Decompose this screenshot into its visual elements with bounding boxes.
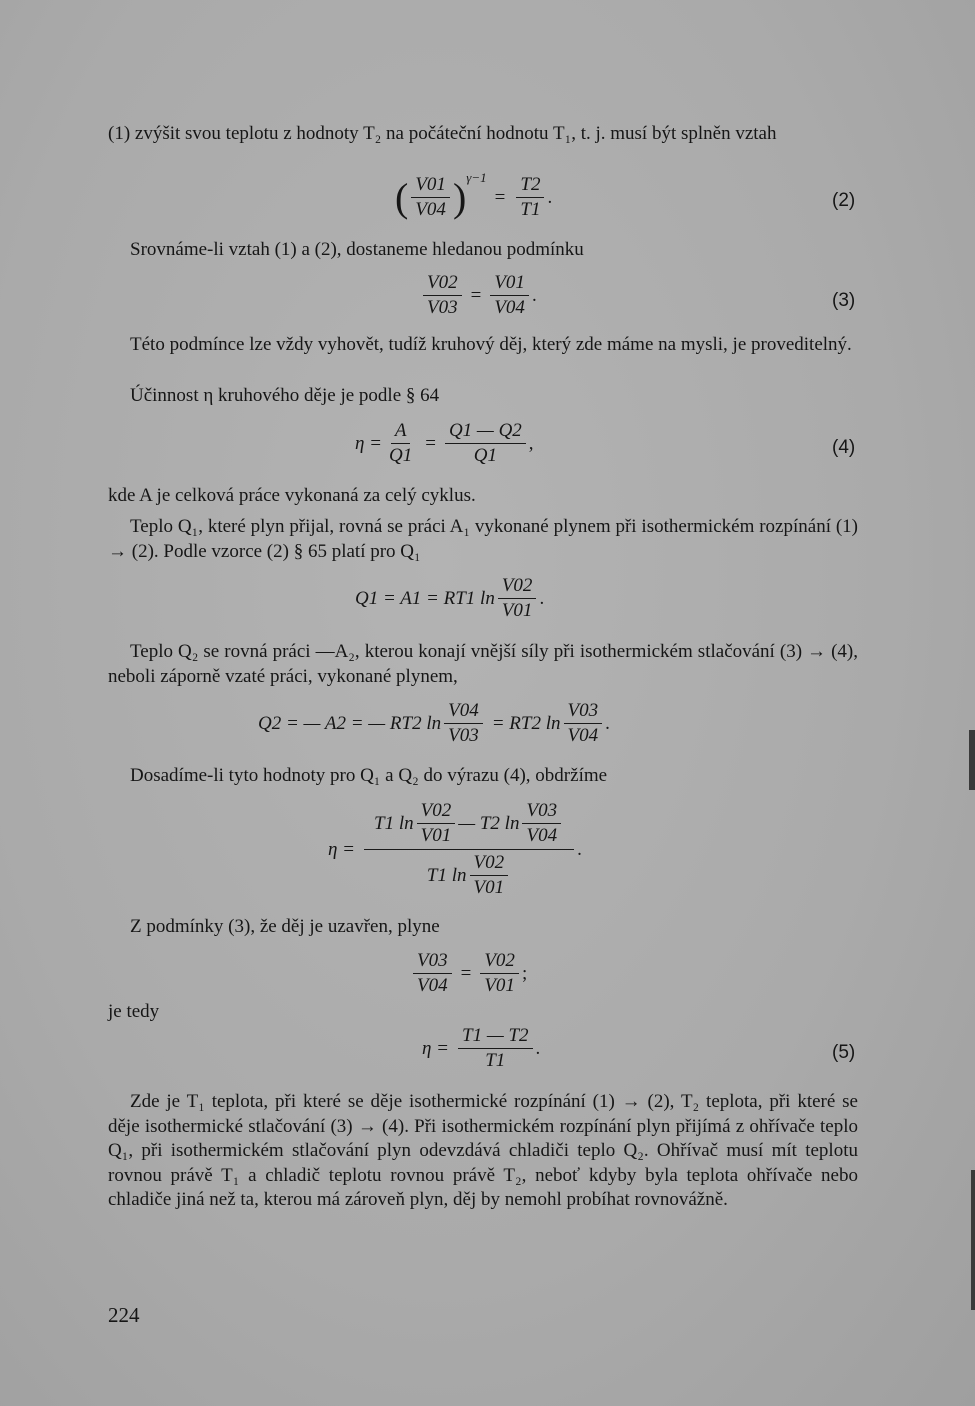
- left-paren: (: [395, 174, 409, 220]
- paragraph-10: je tedy: [108, 1001, 160, 1022]
- paragraph-6: Teplo Q₁, které plyn přijal, rovná se práci A₁ vykonané plynem při isothermickém rozpínání (1) → (2). Podle vzorce (2) § 65 platí pro Q₁: [108, 516, 858, 562]
- paragraph-4: Účinnost η kruhového děje je podle § 64: [130, 385, 440, 406]
- right-paren: ): [452, 174, 467, 220]
- fraction: $\frac{T2}{T1}$: [516, 174, 544, 221]
- scan-edge-mark: [969, 730, 975, 790]
- equation-number: (5): [832, 1042, 856, 1063]
- equation-2: ( $\frac{V01}{V04}$ ) γ−1 = $\frac{T2}{T1}$ .: [395, 170, 553, 220]
- paragraph-8: Dosadíme-li tyto hodnoty pro Q₁ a Q₂ do výrazu (4), obdržíme: [130, 765, 608, 786]
- equation-q1: Q1 = A1 = RT1 ln $\frac{V02}{V01}$ .: [355, 575, 545, 621]
- paragraph-1: (1) zvýšit svou teplotu z hodnoty T₂ na počáteční hodnotu T₁, t. j. musí být splněn vztah: [108, 123, 777, 144]
- paragraph-3: Této podmínce lze vždy vyhovět, tudíž kruhový děj, který zde máme na mysli, je proveditelný.: [130, 334, 852, 355]
- equation-4: η = $\frac{A}{Q1}$ = $\frac{Q1 — Q2}{Q1}$ ,: [355, 420, 534, 466]
- equation-number: (3): [832, 290, 856, 311]
- paragraph-11: Zde je T₁ teplota, při které se děje isothermické rozpínání (1) → (2), T₂ teplota, při které se děje isothermické stlačování (3) → (4). Při isothermickém rozpínání plyn přijímá z ohřívače teplo Q₁, při isothermickém stlačování plyn odevzdává chladiči teplo Q₂. Ohřívač musí mít teplotu rovnou právě T₁ a chladič teplotu rovnou právě T₂, neboť kdyby byla teplota ohřívače nebo chladiče jiná než ta, kterou má zároveň plyn, děj by nemohl probíhat rovnovážně.: [108, 1091, 858, 1210]
- paragraph-2: Srovnáme-li vztah (1) a (2), dostaneme hledanou podmínku: [130, 239, 584, 260]
- fraction: $\frac{V01}{V04}$: [411, 174, 450, 221]
- equation-5: η = $\frac{T1 — T2}{T1}$ .: [422, 1025, 541, 1071]
- page-number: 224: [108, 1303, 140, 1327]
- equation-q2: Q2 = — A2 = — RT2 ln $\frac{V04}{V03}$ = RT2 ln $\frac{V03}{V04}$ .: [258, 700, 610, 746]
- equation-closed: $\frac{V03}{V04}$ = $\frac{V02}{V01}$ ;: [410, 950, 527, 997]
- equation-3: $\frac{V02}{V03}$ = $\frac{V01}{V04}$ .: [420, 272, 537, 319]
- equation-number: (2): [832, 190, 856, 211]
- paragraph-9: Z podmínky (3), že děj je uzavřen, plyne: [130, 916, 440, 937]
- scan-edge-mark: [971, 1170, 975, 1310]
- paragraph-7: Teplo Q₂ se rovná práci —A₂, kterou konají vnější síly při isothermickém stlačování (3) → (4), neboli záporně vzaté práci, vykonané plynem,: [108, 641, 858, 687]
- equation-eta: η = T1 ln $\frac{V02}{V01}$ — T2 ln $\frac{V03}{V04}$ T1 ln $\frac{V02}{V01}$ .: [328, 800, 582, 898]
- equation-number: (4): [832, 437, 856, 458]
- paragraph-5: kde A je celková práce vykonaná za celý cyklus.: [108, 485, 476, 506]
